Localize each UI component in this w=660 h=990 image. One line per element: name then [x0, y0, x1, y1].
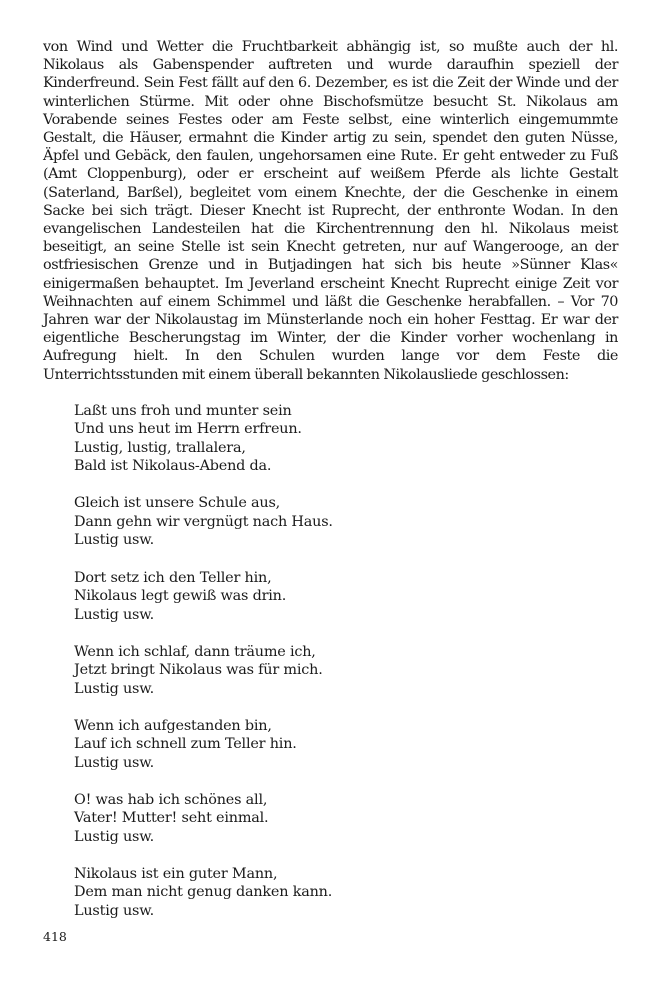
poem-line: Lustig, lustig, trallalera,	[74, 439, 246, 456]
poem-line: Wenn ich schlaf, dann träume ich,	[74, 643, 316, 660]
poem-stanza	[74, 791, 618, 847]
poem-line: Wenn ich aufgestanden bin,	[74, 717, 272, 734]
poem-line: Lustig usw.	[74, 902, 155, 919]
poem-stanza	[74, 402, 618, 476]
poem-stanza	[74, 643, 618, 699]
poem-line: Dort setz ich den Teller hin,	[74, 569, 272, 586]
poem-line: Lauf ich schnell zum Teller hin.	[74, 736, 297, 753]
poem-line: Gleich ist unsere Schule aus,	[74, 495, 281, 512]
poem-stanza	[74, 569, 618, 625]
body-paragraph: von Wind und Wetter die Fruchtbarkeit abhängig ist, so mußte auch der hl. Nikolaus als Gabenspender auftreten und wurde daraufhin speziell der Kinderfreund. Sein Fest fällt auf den 6. Dezember, es ist die Zeit der Winde und der winterlichen Stürme. Mit oder ohne Bischofsmütze besucht St. Nikolaus am Vorabende seines Festes oder am Feste selbst, eine winterlich eingemummte Gestalt, die Häuser, ermahnt die Kinder artig zu sein, spendet den guten Nüsse, Äpfel und Gebäck, den faulen, ungehorsamen eine Rute. Er geht entweder zu Fuß (Amt Cloppenburg), oder er erscheint auf weißem Pferde als lichte Gestalt (Saterland, Barßel), begleitet vom einem Knechte, der die Geschenke in einem Sacke bei sich trägt. Dieser Knecht ist Ruprecht, der enthronte Wodan. In den evangelischen Landesteilen hat die Kirchentrennung den hl. Nikolaus meist beseitigt, an seine Stelle ist sein Knecht getreten, nur auf Wangerooge, an der ostfriesischen Grenze und in Butjadingen hat sich bis heute »Sünner Klas« einigermaßen behauptet. Im Jeverland erscheint Knecht Ruprecht einige Zeit vor Weihnachten auf einem Schimmel und läßt die Geschenke herabfallen. – Vor 70 Jahren war der Nikolaustag im Münsterlande noch ein hoher Festtag. Er war der eigentliche Bescherungstag im Winter, der die Kinder vorher wochenlang in Aufregung hielt. In den Schulen wurden lange vor dem Feste die Unterrichtsstunden mit einem überall bekannten Nikolausliede geschlossen:	[43, 39, 618, 383]
poem-line: Vater! Mutter! seht einmal.	[74, 810, 269, 827]
poem-stanza	[74, 717, 618, 773]
poem-line: Lustig usw.	[74, 680, 155, 697]
poem-line: Dann gehn wir vergnügt nach Haus.	[74, 513, 333, 530]
poem-line: Lustig usw.	[74, 606, 155, 623]
poem-stanza	[74, 865, 618, 921]
page-number: 418	[43, 929, 67, 944]
poem-line: Lustig usw.	[74, 828, 155, 845]
poem-line: Jetzt bringt Nikolaus was für mich.	[74, 662, 323, 679]
poem-line: Nikolaus legt gewiß was drin.	[74, 588, 287, 605]
poem-line: Laßt uns froh und munter sein	[74, 402, 292, 419]
poem-line: Und uns heut im Herrn erfreun.	[74, 421, 302, 438]
poem-line: Bald ist Nikolaus-Abend da.	[74, 458, 272, 475]
poem-line: O! was hab ich schönes all,	[74, 791, 268, 808]
poem-line: Lustig usw.	[74, 754, 155, 771]
poem-line: Dem man nicht genug danken kann.	[74, 884, 333, 901]
poem-stanza	[74, 494, 618, 550]
poem-line: Lustig usw.	[74, 532, 155, 549]
poem	[74, 402, 618, 921]
page-body	[43, 38, 618, 920]
poem-line: Nikolaus ist ein guter Mann,	[74, 865, 278, 882]
